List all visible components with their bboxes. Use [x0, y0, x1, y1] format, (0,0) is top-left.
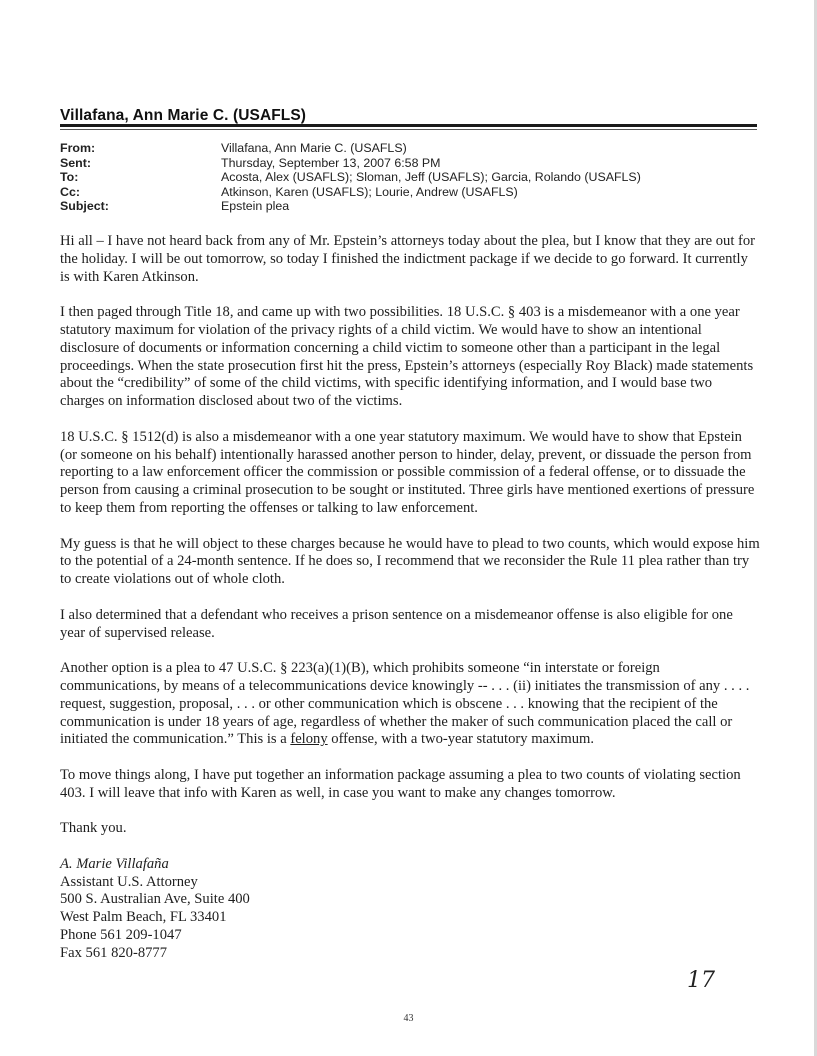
cc-value: Atkinson, Karen (USAFLS); Lourie, Andrew (USAFLS)	[221, 184, 518, 199]
email-header-name: Villafana, Ann Marie C. (USAFLS)	[60, 107, 307, 124]
body-paragraph-7: To move things along, I have put together an information package assuming a plea to two counts of violating section 403. I will leave that info with Karen as well, in case you want to make any changes tomorrow.	[60, 766, 741, 801]
meta-row-sent	[60, 156, 641, 171]
signature-fax: Fax 561 820-8777	[60, 944, 168, 961]
body-paragraph-4: My guess is that he will object to these charges because he would have to plead to two counts, which would expose him to the potential of a 24-month sentence. If he does so, I recommend that we reconsider the Rule 11 plea rather than try to create violations out of whole cloth.	[60, 535, 760, 588]
signature-name: A. Marie Villafaña	[60, 855, 169, 872]
meta-row-to	[60, 170, 641, 185]
sent-label: Sent:	[60, 155, 91, 170]
signature-address-line-1: 500 S. Australian Ave, Suite 400	[60, 891, 250, 908]
subject-value: Epstein plea	[221, 199, 290, 214]
signature-title: Assistant U.S. Attorney	[60, 873, 198, 890]
to-value: Acosta, Alex (USAFLS); Sloman, Jeff (USAFLS); Garcia, Rolando (USAFLS)	[221, 170, 641, 185]
body-paragraph-2: I then paged through Title 18, and came up with two possibilities. 18 U.S.C. § 403 is a misdemeanor with a one year statutory maximum for violation of the privacy rights of a child victim. We would have to show an intentional disclosure of documents or information concerning a child victim to someone other than a participant in the legal proceedings. When the state prosecution first hit the press, Epstein’s attorneys (especially Roy Black) made statements about the “credibility” of some of the child victims, with specific identifying information, and I would base two charges on information disclosed about two of the victims.	[60, 304, 754, 410]
handwritten-page-mark: 17	[687, 968, 715, 993]
body-paragraph-6	[60, 660, 760, 749]
from-value: Villafana, Ann Marie C. (USAFLS)	[221, 141, 407, 155]
paragraph-6-text-after: offense, with a two-year statutory maximum.	[327, 731, 595, 748]
closing-line: Thank you.	[60, 820, 127, 837]
sent-value: Thursday, September 13, 2007 6:58 PM	[221, 155, 441, 170]
body-paragraph-5: I also determined that a defendant who receives a prison sentence on a misdemeanor offense is also eligible for one year of supervised release.	[60, 606, 733, 641]
meta-row-from	[60, 141, 641, 156]
meta-row-subject	[60, 199, 641, 214]
body-paragraph-3: 18 U.S.C. § 1512(d) is also a misdemeanor with a one year statutory maximum. We would have to show that Epstein (or someone on his behalf) intentionally harassed another person to hinder, delay, prevent, or dissuade the person from reporting to a law enforcement officer the commission or possible commission of a federal offense, or to dissuade the person from causing a criminal prosecution to be sought or instituted. Three girls have mentioned exertions of pressure to keep them from reporting the offenses or talking to law enforcement.	[60, 428, 755, 516]
email-body	[60, 233, 760, 963]
signature-phone: Phone 561 209-1047	[60, 927, 182, 944]
meta-row-cc	[60, 185, 641, 200]
from-label: From:	[60, 141, 96, 155]
felony-underlined-word: felony	[290, 731, 328, 748]
paragraph-6-text-before: Another option is a plea to 47 U.S.C. § 223(a)(1)(B), which prohibits someone “in interstate or foreign communications, by means of a telecommunications device knowingly -- . . . (ii) initiates the transmission of any . . . . request, suggestion, proposal, . . . or other communication which is obscene . . . knowing that the recipient of the communication is under 18 years of age, regardless of whether the maker of such communication placed the call or initiated the communication.” This is a	[60, 660, 750, 748]
page-number: 43	[403, 1013, 414, 1024]
signature-address-line-2: West Palm Beach, FL 33401	[60, 909, 227, 926]
header-rule-thin	[60, 129, 757, 130]
signature-block	[60, 856, 760, 963]
body-paragraph-1: Hi all – I have not heard back from any of Mr. Epstein’s attorneys today about the plea, but I know that they are out for the holiday. I will be out tomorrow, so today I finished the indictment package if we decide to go forward. It currently is with Karen Atkinson.	[60, 233, 756, 285]
email-meta-block	[60, 141, 641, 214]
subject-label: Subject:	[60, 199, 109, 214]
cc-label: Cc:	[60, 184, 80, 199]
header-rule-thick	[60, 124, 757, 127]
to-label: To:	[60, 170, 79, 185]
